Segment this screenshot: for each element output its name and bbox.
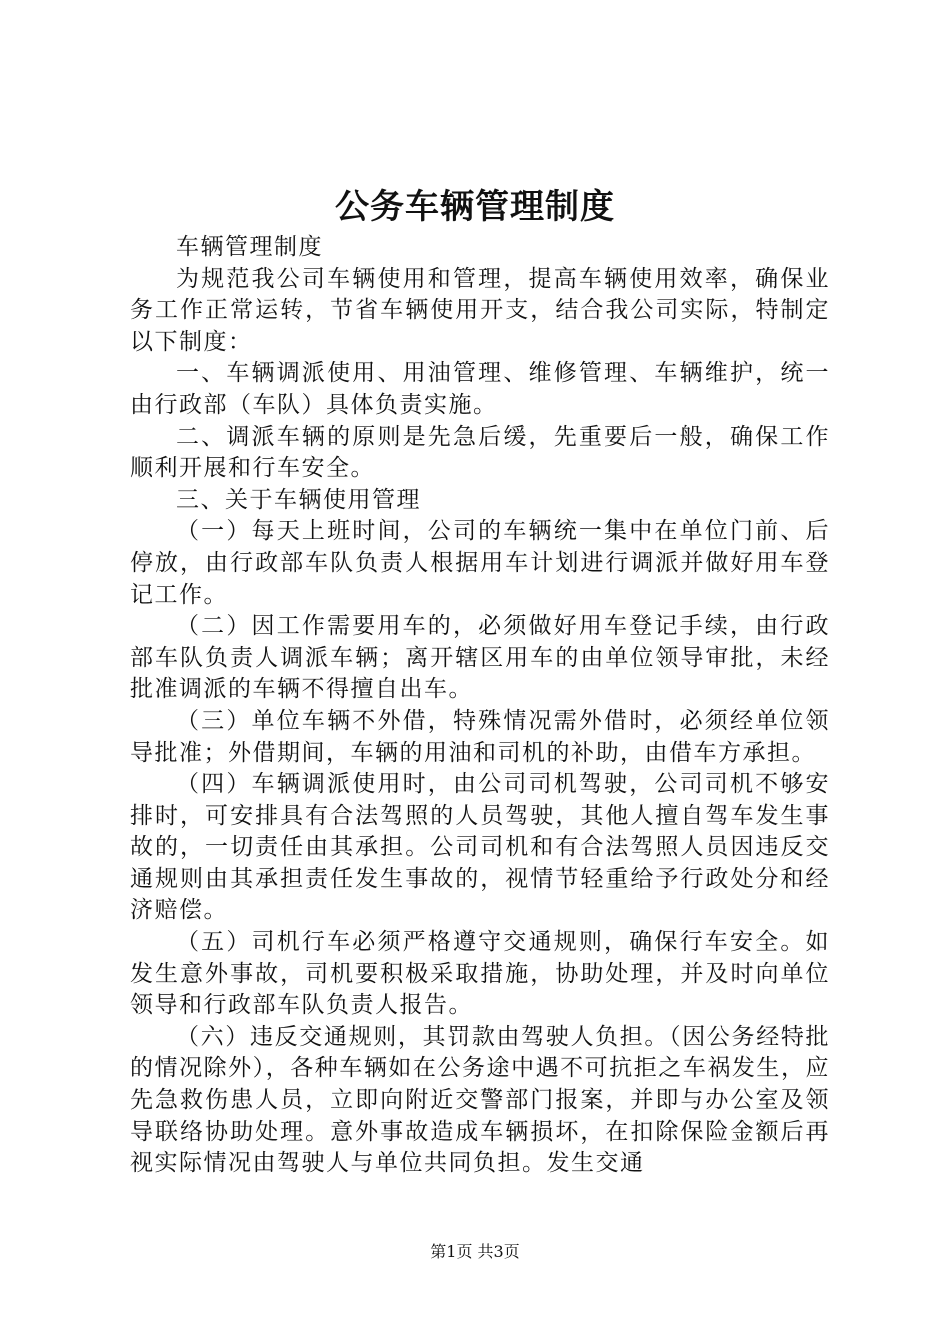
paragraph: 二、调派车辆的原则是先急后缓，先重要后一般，确保工作顺利开展和行车安全。 — [130, 423, 830, 482]
paragraph: 一、车辆调派使用、用油管理、维修管理、车辆维护，统一由行政部（车队）具体负责实施。 — [130, 360, 830, 418]
paragraph: 为规范我公司车辆使用和管理，提高车辆使用效率，确保业务工作正常运转，节省车辆使用开支，结合我公司实际，特制定以下制度： — [130, 265, 830, 355]
page-number-footer: 第1页 共3页 — [430, 1242, 520, 1261]
paragraph: （四）车辆调派使用时，由公司司机驾驶，公司司机不够安排时，可安排具有合法驾照的人员驾驶，其他人擅自驾车发生事故的，一切责任由其承担。公司司机和有合法驾照人员因违反交通规则由其承担责任发生事故的，视情节轻重给予行政处分和经济赔偿。 — [130, 771, 830, 924]
paragraph: 车辆管理制度 — [176, 234, 323, 260]
paragraph: （一）每天上班时间，公司的车辆统一集中在单位门前、后停放，由行政部车队负责人根据用车计划进行调派并做好用车登记工作。 — [130, 518, 830, 608]
document-body — [130, 232, 830, 1180]
paragraph: （六）违反交通规则，其罚款由驾驶人负担。（因公务经特批的情况除外），各种车辆如在公务途中遇不可抗拒之车祸发生，应先急救伤患人员，立即向附近交警部门报案，并即与办公室及领导联络协助处理。意外事故造成车辆损坏，在扣除保险金额后再视实际情况由驾驶人与单位共同负担。发生交通 — [130, 1023, 830, 1177]
paragraph: 三、关于车辆使用管理 — [176, 486, 421, 513]
paragraph: （五）司机行车必须严格遵守交通规则，确保行车安全。如发生意外事故，司机要积极采取措施，协助处理，并及时向单位领导和行政部车队负责人报告。 — [130, 929, 830, 1019]
paragraph: （二）因工作需要用车的，必须做好用车登记手续，由行政部车队负责人调派车辆；离开辖区用车的由单位领导审批，未经批准调派的车辆不得擅自出车。 — [130, 613, 830, 703]
document-title: 公务车辆管理制度 — [335, 187, 615, 227]
paragraph: （三）单位车辆不外借，特殊情况需外借时，必须经单位领导批准；外借期间，车辆的用油和司机的补助，由借车方承担。 — [130, 707, 830, 766]
